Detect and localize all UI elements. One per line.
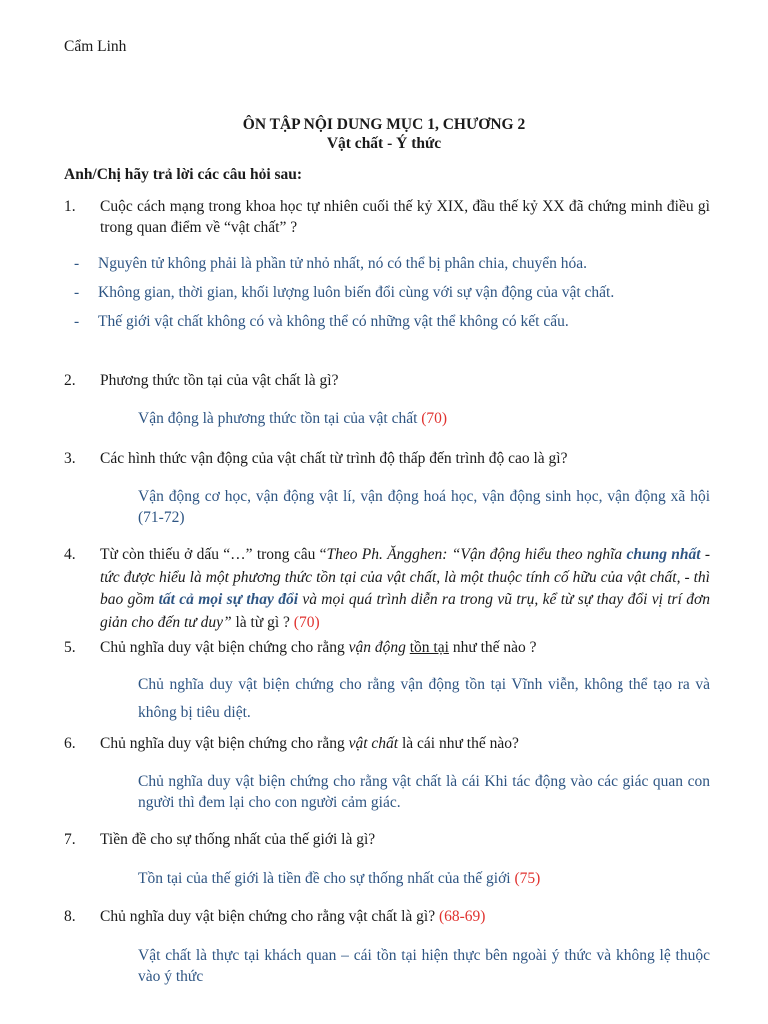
page-reference: (70): [421, 410, 448, 427]
question-text: Cuộc cách mạng trong khoa học tự nhiên cuối thế kỷ XIX, đầu thế kỷ XX đã chứng minh điều gì trong quan điểm về “vật chất” ?: [100, 198, 710, 236]
question-text-part: Chủ nghĩa duy vật biện chứng cho rằng vật chất là gì?: [100, 908, 439, 925]
quote-text: và mọi quá trình diễn ra trong vũ trụ, kể từ sự thay đổi vị trí đơn giản cho đến tư duy”: [100, 591, 710, 631]
question-3: [64, 448, 710, 469]
page-reference: (75): [514, 870, 541, 887]
question-text: [100, 906, 710, 927]
question-number: 1.: [64, 198, 76, 215]
bullet-dash: -: [74, 313, 80, 330]
bullet-dash: -: [74, 284, 80, 301]
question-number: 7.: [64, 831, 76, 848]
highlighted-term: chung nhất: [626, 546, 701, 563]
question-text-part: Chủ nghĩa duy vật biện chứng cho rằng: [100, 639, 349, 656]
answer-6: Chủ nghĩa duy vật biện chứng cho rằng vật chất là cái Khi tác động vào các giác quan con người thì đem lại cho con người cảm giác.: [138, 773, 710, 811]
underlined-term: tồn tại: [409, 639, 449, 656]
question-8: [64, 906, 710, 927]
question-text-part: là cái như thế nào?: [398, 735, 519, 752]
question-text: Tiền đề cho sự thống nhất của thế giới là gì?: [100, 831, 376, 848]
question-text: [100, 637, 710, 658]
answer-2: [138, 408, 710, 429]
question-number: 5.: [64, 639, 76, 656]
author-name: Cẩm Linh: [64, 38, 127, 55]
question-number: 4.: [64, 546, 76, 563]
question-number: 6.: [64, 735, 76, 752]
question-text: Các hình thức vận động của vật chất từ trình độ thấp đến trình độ cao là gì?: [100, 450, 568, 467]
question-5: [64, 637, 710, 658]
question-text: [100, 733, 710, 754]
question-2: [64, 370, 710, 391]
question-7: [64, 829, 710, 850]
quote-text: Theo Ph. Ăngghen: “Vận động hiểu theo nghĩa: [326, 546, 627, 563]
answer-text: Vận động là phương thức tồn tại của vật chất: [138, 410, 422, 427]
document-subtitle: Vật chất - Ý thức: [326, 135, 442, 152]
emphasized-term: vận động: [348, 639, 406, 656]
bullet-text: Nguyên tử không phải là phần tử nhỏ nhất, nó có thể bị phân chia, chuyển hóa.: [98, 255, 588, 272]
question-text-part: Chủ nghĩa duy vật biện chứng cho rằng: [100, 735, 349, 752]
question-text-part: là từ gì ?: [231, 613, 294, 631]
question-number: 2.: [64, 372, 76, 389]
instruction: Anh/Chị hãy trả lời các câu hỏi sau:: [64, 166, 303, 183]
bullet-text: Thế giới vật chất không có và không thể có những vật thể không có kết cấu.: [98, 313, 569, 330]
bullet-dash: -: [74, 255, 80, 272]
answer-3: Vận động cơ học, vận động vật lí, vận động hoá học, vận động sinh học, vận động xã hội (71-72): [138, 488, 710, 526]
answer-5: Chủ nghĩa duy vật biện chứng cho rằng vận động tồn tại Vĩnh viễn, không thể tạo ra và không bị tiêu diệt.: [138, 676, 710, 721]
question-text: Phương thức tồn tại của vật chất là gì?: [100, 372, 339, 389]
quote-text: - tức được hiểu là một phương thức tồn tại của vật chất, là một thuộc tính cố hữu của vật chất, - thì bao gồm: [100, 546, 710, 608]
answer-text: Tồn tại của thế giới là tiền đề cho sự thống nhất của thế giới: [138, 870, 515, 887]
bullet-text: Không gian, thời gian, khối lượng luôn biến đổi cùng với sự vận động của vật chất.: [98, 284, 615, 301]
document-title: ÔN TẬP NỘI DUNG MỤC 1, CHƯƠNG 2: [242, 116, 526, 133]
question-text-part: Từ còn thiếu ở dấu “…” trong câu “: [100, 546, 327, 563]
question-1: [64, 196, 710, 238]
highlighted-term: tất cả mọi sự thay đổi: [158, 591, 299, 608]
page-reference: (68-69): [438, 908, 486, 925]
page-reference: (70): [293, 613, 320, 631]
question-text-part: như thế nào ?: [448, 639, 537, 656]
question-4: [64, 544, 710, 634]
answer-8: Vật chất là thực tại khách quan – cái tồn tại hiện thực bên ngoài ý thức và không lệ thuộc vào ý thức: [138, 947, 710, 985]
question-6: [64, 733, 710, 754]
emphasized-term: vật chất: [348, 735, 399, 752]
question-text: [100, 544, 710, 634]
question-number: 8.: [64, 908, 76, 925]
answer-7: [138, 868, 710, 889]
question-number: 3.: [64, 450, 76, 467]
